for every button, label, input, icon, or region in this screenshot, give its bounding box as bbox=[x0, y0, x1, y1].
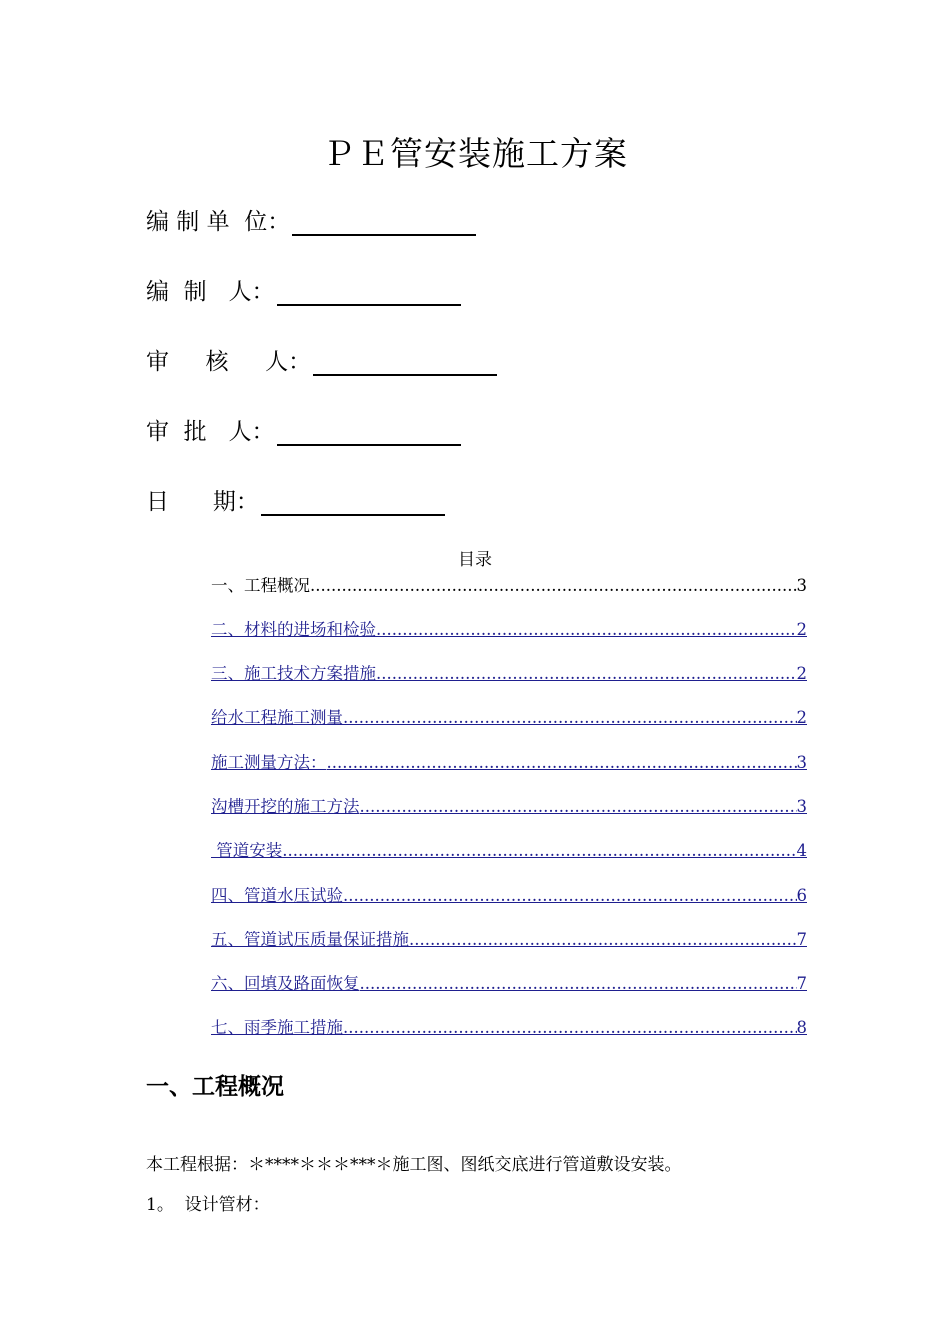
toc-entry-label: 一、工程概况 bbox=[211, 575, 310, 595]
toc-entry-page[interactable]: 2 bbox=[796, 664, 807, 684]
toc-entry bbox=[211, 570, 807, 594]
field-label: 编 制 单 位： bbox=[146, 209, 291, 235]
toc-entry-link[interactable] bbox=[211, 683, 807, 727]
toc-entry-label[interactable]: 管道安装 bbox=[211, 841, 283, 861]
toc-entry-page[interactable]: 2 bbox=[796, 708, 807, 728]
toc-leader-dots[interactable] bbox=[409, 932, 797, 949]
toc-entry-link[interactable] bbox=[211, 860, 807, 904]
toc-entry-link[interactable] bbox=[211, 638, 807, 682]
toc-leader-dots[interactable] bbox=[376, 666, 797, 683]
toc-entry-label[interactable]: 四、管道水压试验 bbox=[211, 885, 343, 905]
toc-entry-label[interactable]: 五、管道试压质量保证措施 bbox=[211, 929, 409, 949]
toc-entry-page[interactable]: 6 bbox=[796, 885, 807, 905]
toc-leader-dots[interactable] bbox=[360, 976, 797, 993]
toc-leader-dots[interactable] bbox=[343, 1020, 797, 1037]
toc-entry-link[interactable] bbox=[211, 904, 807, 948]
toc-entry-page[interactable]: 7 bbox=[796, 974, 807, 994]
toc-leader-dots[interactable] bbox=[376, 622, 797, 639]
body-paragraph: 本工程根据：＊****＊＊＊***＊施工图、图纸交底进行管道敷设安装。 bbox=[146, 1155, 682, 1175]
field-label: 编 制 人： bbox=[146, 279, 275, 305]
toc-entry-link[interactable] bbox=[211, 948, 807, 992]
field-compiling-unit bbox=[146, 203, 476, 236]
toc-entry-label[interactable]: 沟槽开挖的施工方法 bbox=[211, 796, 360, 816]
field-label: 审 批 人： bbox=[146, 419, 275, 445]
toc-entry-page[interactable]: 7 bbox=[796, 929, 807, 949]
toc-entry-page[interactable]: 3 bbox=[796, 796, 807, 816]
toc-leader-dots[interactable] bbox=[343, 888, 797, 905]
field-blank-line[interactable] bbox=[292, 208, 476, 236]
field-blank-line[interactable] bbox=[261, 488, 445, 516]
toc-entry-label[interactable]: 三、施工技术方案措施 bbox=[211, 664, 376, 684]
toc-entry-label[interactable]: 二、材料的进场和检验 bbox=[211, 619, 376, 639]
field-date bbox=[146, 483, 445, 516]
toc-entry-page[interactable]: 3 bbox=[796, 752, 807, 772]
field-reviewer bbox=[146, 343, 497, 376]
toc-entry-label[interactable]: 六、回填及路面恢复 bbox=[211, 974, 360, 994]
field-blank-line[interactable] bbox=[277, 278, 461, 306]
field-blank-line[interactable] bbox=[313, 348, 497, 376]
toc-leader-dots[interactable] bbox=[282, 843, 796, 860]
toc-entry-label[interactable]: 施工测量方法： bbox=[211, 752, 327, 772]
toc-entry-link[interactable] bbox=[211, 815, 807, 859]
toc-leader-dots[interactable] bbox=[343, 710, 797, 727]
field-compiler bbox=[146, 273, 461, 306]
toc-entry-page: 3 bbox=[796, 575, 807, 595]
body-paragraph: 1。 设计管材： bbox=[146, 1195, 270, 1215]
toc-entry-link[interactable] bbox=[211, 727, 807, 771]
toc-entry-label[interactable]: 给水工程施工测量 bbox=[211, 708, 343, 728]
toc-entry-page[interactable]: 2 bbox=[796, 619, 807, 639]
toc-entry-page[interactable]: 4 bbox=[796, 841, 807, 861]
toc-entry-label[interactable]: 七、雨季施工措施 bbox=[211, 1018, 343, 1038]
document-title: ＰＥ管安装施工方案 bbox=[322, 134, 628, 173]
toc-entry-link[interactable] bbox=[211, 594, 807, 638]
section-heading: 一、工程概况 bbox=[146, 1073, 284, 1100]
toc-leader-dots bbox=[310, 578, 797, 595]
table-of-contents bbox=[211, 570, 807, 1037]
toc-entry-page[interactable]: 8 bbox=[796, 1018, 807, 1038]
toc-heading: 目录 bbox=[458, 550, 492, 570]
field-label: 日 期： bbox=[146, 489, 259, 515]
field-blank-line[interactable] bbox=[277, 418, 461, 446]
toc-entry-link[interactable] bbox=[211, 993, 807, 1037]
toc-leader-dots[interactable] bbox=[327, 755, 797, 772]
field-label: 审 核 人： bbox=[146, 349, 312, 375]
toc-leader-dots[interactable] bbox=[360, 799, 797, 816]
field-approver bbox=[146, 413, 461, 446]
toc-entry-link[interactable] bbox=[211, 771, 807, 815]
